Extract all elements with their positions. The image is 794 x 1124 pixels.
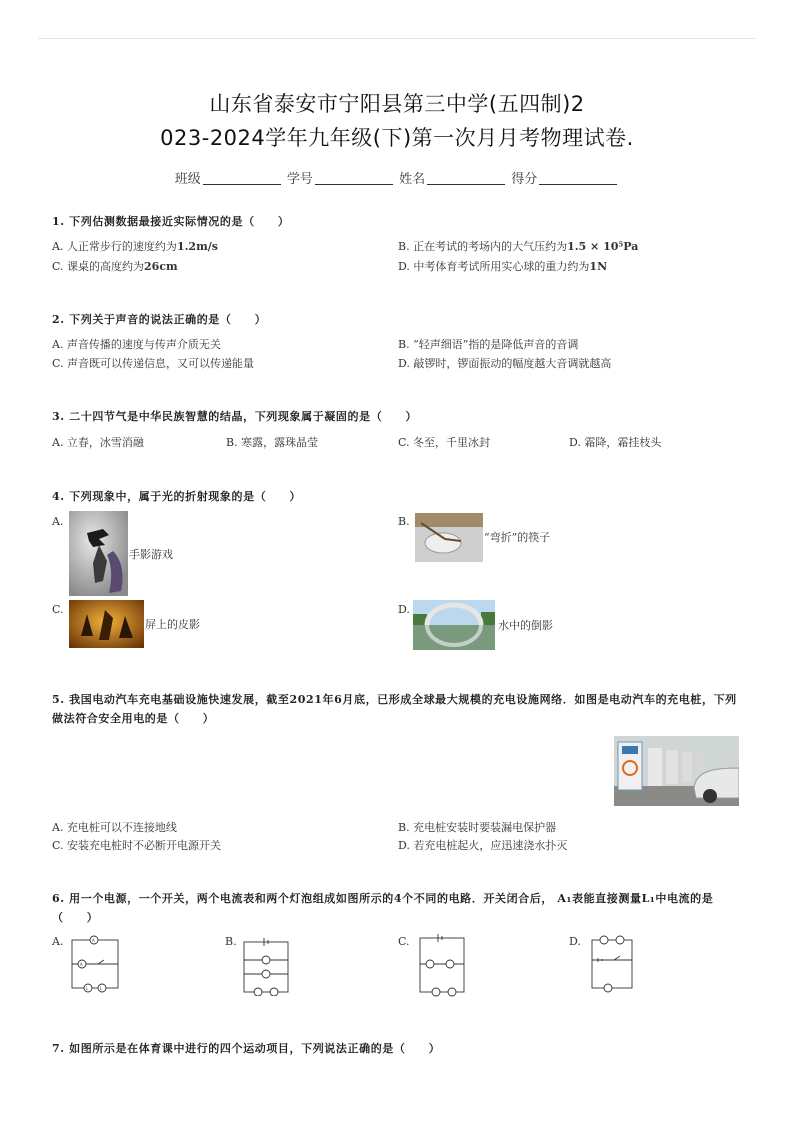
q4-option-d-text: 水中的倒影 xyxy=(498,619,553,632)
name-label: 姓名 xyxy=(399,172,426,187)
exam-title-line1: 山东省泰安市宁阳县第三中学(五四制)2 xyxy=(209,92,585,116)
q5-option-a[interactable]: A. 充电桩可以不连接地线 xyxy=(52,821,177,834)
question-6-stem: 6. 用一个电源，一个开关，两个电流表和两个灯泡组成如图所示的4个不同的电路．开关闭合后， A₁表能直接测量L₁中电流的是 （ ） xyxy=(52,892,714,924)
student-info-row xyxy=(0,168,794,187)
svg-text:L: L xyxy=(100,986,103,991)
q4-option-b-letter[interactable]: B. xyxy=(398,515,410,528)
exam-title-line2: 023-2024学年九年级(下)第一次月月考物理试卷. xyxy=(160,126,634,150)
q2-option-c[interactable]: C. 声音既可以传递信息，又可以传递能量 xyxy=(52,357,255,370)
q5-option-b[interactable]: B. 充电桩安装时要装漏电保护器 xyxy=(398,821,557,834)
charging-pile-image xyxy=(614,736,739,806)
header-rule xyxy=(38,38,756,39)
score-label: 得分 xyxy=(511,172,538,187)
q1-option-b[interactable]: B. 正在考试的考场内的大气压约为1.5 × 10⁵Pa xyxy=(398,240,639,253)
q6-option-d-letter[interactable]: D. xyxy=(569,935,581,948)
id-blank[interactable] xyxy=(315,170,393,185)
q3-option-b[interactable]: B. 寒露，露珠晶莹 xyxy=(226,436,319,449)
question-4-stem: 4. 下列现象中，属于光的折射现象的是（ ） xyxy=(52,490,302,503)
id-label: 学号 xyxy=(286,172,313,187)
q4-option-a-letter[interactable]: A. xyxy=(52,515,64,528)
q3-option-d[interactable]: D. 霜降，霜挂枝头 xyxy=(569,436,662,449)
q5-option-c[interactable]: C. 安装充电桩时不必断开电源开关 xyxy=(52,839,222,852)
question-2-stem: 2. 下列关于声音的说法正确的是（ ） xyxy=(52,313,267,326)
q2-option-b[interactable]: B. “轻声细语”指的是降低声音的音调 xyxy=(398,338,579,351)
q1-option-a[interactable]: A. 人正常步行的速度约为1.2m/s xyxy=(52,240,218,253)
shadow-puppet-image xyxy=(69,600,144,648)
bridge-reflection-image xyxy=(413,600,495,650)
question-7-stem: 7. 如图所示是在体育课中进行的四个运动项目，下列说法正确的是（ ） xyxy=(52,1042,441,1055)
question-1-stem: 1. 下列估测数据最接近实际情况的是（ ） xyxy=(52,215,290,228)
name-blank[interactable] xyxy=(427,170,505,185)
q4-option-b-text: “弯折”的筷子 xyxy=(484,531,551,544)
q6-option-c-letter[interactable]: C. xyxy=(398,935,410,948)
q3-option-a[interactable]: A. 立春，冰雪消融 xyxy=(52,436,144,449)
q3-option-c[interactable]: C. 冬至，千里冰封 xyxy=(398,436,491,449)
circuit-a-diagram xyxy=(64,930,124,996)
question-3-stem: 3. 二十四节气是中华民族智慧的结晶，下列现象属于凝固的是（ ） xyxy=(52,410,418,423)
q4-option-c-text: 屏上的皮影 xyxy=(145,618,200,631)
q6-option-b-letter[interactable]: B. xyxy=(225,935,237,948)
q4-option-c-letter[interactable]: C. xyxy=(52,603,64,616)
class-label: 班级 xyxy=(174,172,201,187)
q4-option-d-letter[interactable]: D. xyxy=(398,603,410,616)
question-5-stem: 5. 我国电动汽车充电基础设施快速发展，截至2021年6月底，已形成全球最大规模的充电设施网络．如图是电动汽车的充电桩，下列做法符合安全用电的是（ ） xyxy=(52,693,737,725)
class-blank[interactable] xyxy=(203,170,281,185)
score-blank[interactable] xyxy=(539,170,617,185)
circuit-b-diagram xyxy=(238,930,294,996)
q1-option-c[interactable]: C. 课桌的高度约为26cm xyxy=(52,260,178,273)
svg-text:L: L xyxy=(86,986,89,991)
circuit-d-diagram xyxy=(584,930,640,996)
svg-text:A: A xyxy=(80,962,83,967)
svg-text:A: A xyxy=(92,938,95,943)
q2-option-a[interactable]: A. 声音传播的速度与传声介质无关 xyxy=(52,338,221,351)
q4-option-a-text: 手影游戏 xyxy=(129,548,173,561)
q5-option-d[interactable]: D. 若充电桩起火，应迅速浇水扑灭 xyxy=(398,839,568,852)
q1-option-d[interactable]: D. 中考体育考试所用实心球的重力约为1N xyxy=(398,260,608,273)
circuit-c-diagram xyxy=(414,930,470,998)
hand-shadow-image xyxy=(69,511,128,596)
q2-option-d[interactable]: D. 敲锣时，锣面振动的幅度越大音调就越高 xyxy=(398,357,612,370)
bent-chopsticks-image xyxy=(415,513,483,562)
q6-option-a-letter[interactable]: A. xyxy=(52,935,64,948)
